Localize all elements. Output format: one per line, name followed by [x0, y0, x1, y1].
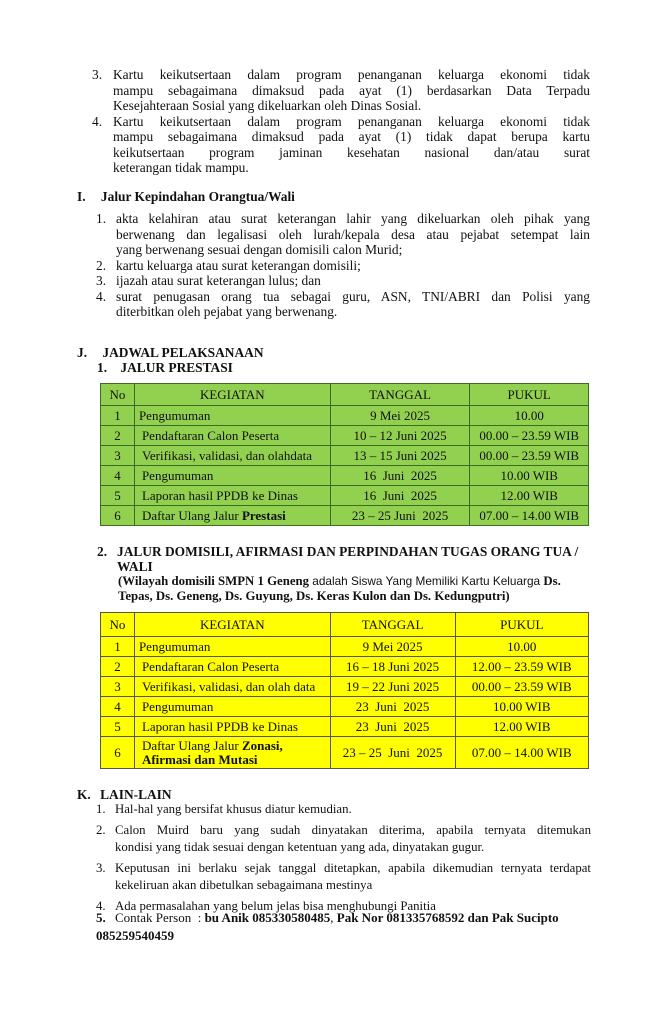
- list-item: 2. Calon Muird baru yang sudah dinyatakan diterima, apabila ternyata ditemukan kondisi yang tidak sesuai dengan ketentuan yang ada, dinyatakan gugur.: [96, 822, 591, 854]
- header-kegiatan: KEGIATAN: [134, 613, 330, 637]
- top-list-item-4: 4. Kartu keikutsertaan dalam program penanganan keluarga ekonomi tidak mampu sebagaimana dimaksud pada ayat (1) tidak dapat berupa kartu keikutsertaan program jaminan kesehatan nasional dan/atau surat keterangan tidak mampu.: [92, 113, 590, 175]
- kegiatan-cell: Daftar Ulang Jalur Zonasi, Afirmasi dan Mutasi: [134, 737, 330, 769]
- table-row: 6 Daftar Ulang Jalur Zonasi, Afirmasi dan Mutasi 23 – 25 Juni 2025 07.00 – 14.00 WIB: [101, 737, 589, 769]
- top-list-item-3: 3. Kartu keikutsertaan dalam program penanganan keluarga ekonomi tidak mampu sebagaimana dimaksud pada ayat (1) berdasarkan Data Terpadu Kesejahteraan Sosial yang dikeluarkan oleh Dinas Sosial.: [92, 67, 590, 113]
- table-row: 4 Pengumuman 23 Juni 2025 10.00 WIB: [101, 697, 589, 717]
- top-list: [92, 67, 590, 176]
- table-row: 1 Pengumuman 9 Mei 2025 10.00: [101, 637, 589, 657]
- jalur-domisili-heading: 2. JALUR DOMISILI, AFIRMASI DAN PERPINDAHAN TUGAS ORANG TUA / WALI (Wilayah domisili SMPN 1 Geneng adalah Siswa Yang Memiliki Kartu Keluarga Ds. Tepas, Ds. Geneng, Ds. Guyung, Ds. Keras Kulon dan Ds. Kedungputri): [97, 545, 597, 603]
- header-kegiatan: KEGIATAN: [134, 384, 330, 406]
- list-item: 3. ijazah atau surat keterangan lulus; dan: [96, 273, 321, 288]
- table-row: 5 Laporan hasil PPDB ke Dinas 23 Juni 2025 12.00 WIB: [101, 717, 589, 737]
- contact-anik: bu Anik 085330580485: [204, 910, 331, 925]
- table-row: 6 Daftar Ulang Jalur Prestasi 23 – 25 Juni 2025 07.00 – 14.00 WIB: [101, 506, 589, 526]
- list-item: 4. surat penugasan orang tua sebagai guru, ASN, TNI/ABRI dan Polisi yang diterbitkan oleh pejabat yang berwenang.: [96, 288, 590, 319]
- item-number: 3.: [92, 67, 103, 82]
- list-item: 1. akta kelahiran atau surat keterangan lahir yang dikeluarkan oleh pihak yang berwenang dan legalisasi oleh lurah/kepala desa atau pejabat setempat lain yang berwenang sesuai dengan domisili calon Murid;: [96, 211, 590, 257]
- item-number: 4.: [92, 113, 103, 129]
- section-i-list: [96, 211, 590, 320]
- table-row: 3 Verifikasi, validasi, dan olahdata 13 – 15 Juni 2025 00.00 – 23.59 WIB: [101, 446, 589, 466]
- table-row: 1 Pengumuman 9 Mei 2025 10.00: [101, 406, 589, 426]
- contact-person: 5. Contak Person : bu Anik 085330580485, Pak Nor 081335768592 dan Pak Sucipto 085259540459: [96, 909, 596, 945]
- jalur-prestasi-heading: 1. JALUR PRESTASI: [97, 360, 233, 375]
- domisili-note: (Wilayah domisili SMPN 1 Geneng adalah Siswa Yang Memiliki Kartu Keluarga Ds. Tepas, Ds. Geneng, Ds. Guyung, Ds. Keras Kulon dan Ds. Kedungputri): [118, 574, 561, 603]
- header-no: No: [101, 613, 135, 637]
- list-item: 3. Keputusan ini berlaku sejak tanggal ditetapkan, apabila dikemudian ternyata terdapat kekeliruan akan dibetulkan sebagaimana mestinya: [96, 860, 591, 892]
- jalur-domisili-table: [100, 612, 589, 769]
- section-j-heading: J. JADWAL PELAKSANAAN: [77, 345, 264, 360]
- section-k-heading: K. LAIN-LAIN: [77, 787, 172, 802]
- table-row: 2 Pendaftaran Calon Peserta 10 – 12 Juni 2025 00.00 – 23.59 WIB: [101, 426, 589, 446]
- header-tanggal: TANGGAL: [330, 613, 455, 637]
- table-row: 4 Pengumuman 16 Juni 2025 10.00 WIB: [101, 466, 589, 486]
- contact-nor-sucipto: Pak Nor 081335768592 dan Pak Sucipto: [336, 910, 559, 925]
- list-item: 1. Hal-hal yang bersifat khusus diatur kemudian.: [96, 802, 352, 816]
- kegiatan-cell: Daftar Ulang Jalur Prestasi: [134, 506, 330, 526]
- header-tanggal: TANGGAL: [330, 384, 470, 406]
- section-k-list: [96, 801, 591, 915]
- table-header-row: [101, 384, 589, 406]
- jalur-prestasi-table: [100, 383, 589, 526]
- section-i-heading: I. Jalur Kepindahan Orangtua/Wali: [77, 189, 295, 204]
- header-pukul: PUKUL: [470, 384, 589, 406]
- table-header-row: [101, 613, 589, 637]
- table-row: 2 Pendaftaran Calon Peserta 16 – 18 Juni 2025 12.00 – 23.59 WIB: [101, 657, 589, 677]
- table-row: 5 Laporan hasil PPDB ke Dinas 16 Juni 2025 12.00 WIB: [101, 486, 589, 506]
- list-item: 4. Ada permasalahan yang belum jelas bisa menghubungi Panitia: [96, 898, 436, 913]
- table-row: 3 Verifikasi, validasi, dan olah data 19 – 22 Juni 2025 00.00 – 23.59 WIB: [101, 677, 589, 697]
- header-pukul: PUKUL: [455, 613, 588, 637]
- contact-sucipto-phone: 085259540459: [96, 928, 174, 943]
- list-item: 2. kartu keluarga atau surat keterangan domisili;: [96, 257, 361, 273]
- header-no: No: [101, 384, 135, 406]
